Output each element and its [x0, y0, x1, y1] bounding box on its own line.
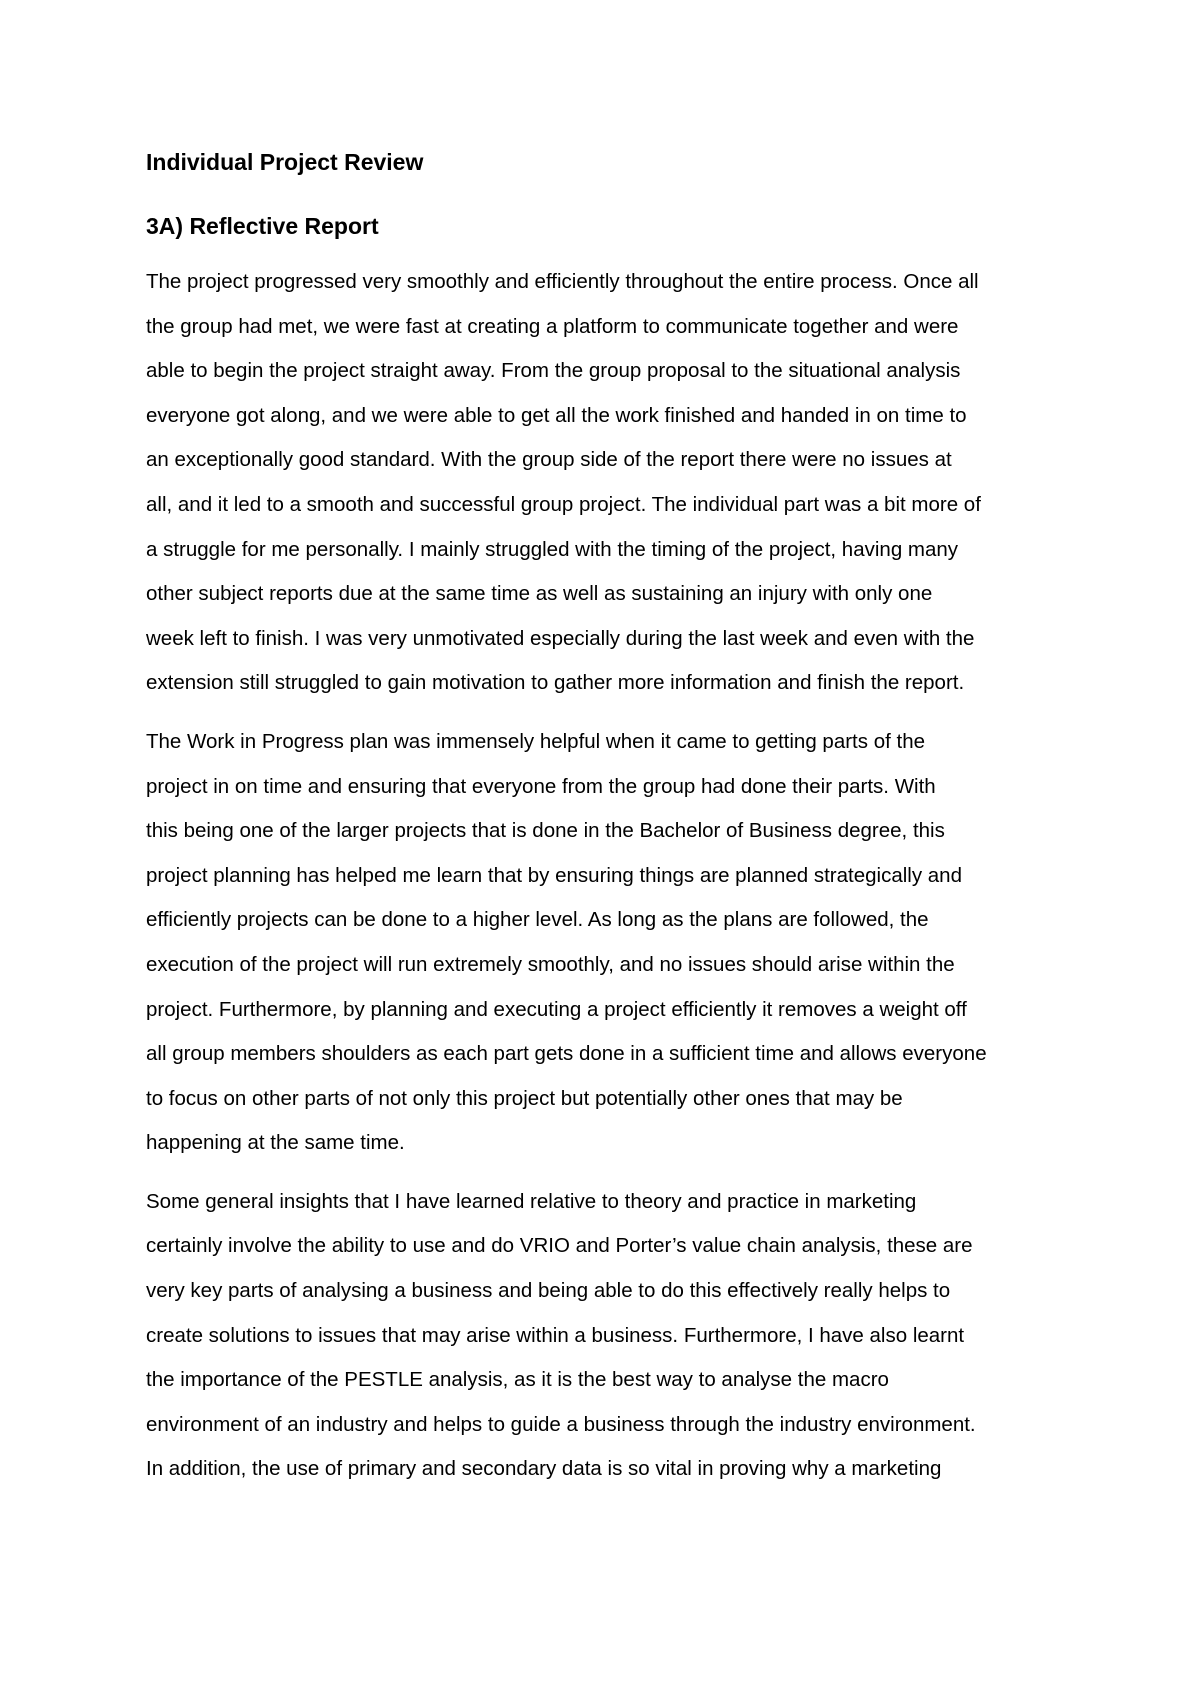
paragraph-line: happening at the same time. [146, 1131, 405, 1155]
document-content [146, 148, 1066, 1492]
paragraph-3 [146, 1180, 1066, 1492]
paragraph-line: other subject reports due at the same time as well as sustaining an injury with only one [146, 582, 933, 606]
paragraph-line: week left to finish. I was very unmotivated especially during the last week and even with the [146, 626, 975, 650]
paragraph-line: to focus on other parts of not only this project but potentially other ones that may be [146, 1086, 903, 1110]
paragraph-line: The Work in Progress plan was immensely helpful when it came to getting parts of the [146, 729, 925, 753]
paragraph-line: project in on time and ensuring that everyone from the group had done their parts. With [146, 774, 936, 798]
paragraph-line: efficiently projects can be done to a higher level. As long as the plans are followed, the [146, 908, 929, 932]
paragraph-line: project planning has helped me learn that by ensuring things are planned strategically and [146, 863, 962, 887]
paragraph-line: the importance of the PESTLE analysis, as it is the best way to analyse the macro [146, 1368, 889, 1392]
paragraph-line: this being one of the larger projects that is done in the Bachelor of Business degree, this [146, 819, 945, 843]
section-heading: 3A) Reflective Report [146, 213, 379, 239]
paragraph-line: everyone got along, and we were able to get all the work finished and handed in on time to [146, 403, 967, 427]
paragraph-line: certainly involve the ability to use and do VRIO and Porter’s value chain analysis, these are [146, 1234, 973, 1258]
paragraph-1 [146, 260, 1066, 706]
paragraph-line: environment of an industry and helps to guide a business through the industry environment. [146, 1412, 976, 1436]
document-title: Individual Project Review [146, 149, 424, 175]
paragraph-line: project. Furthermore, by planning and executing a project efficiently it removes a weight off [146, 997, 967, 1021]
paragraph-2 [146, 720, 1066, 1166]
paragraph-line: Some general insights that I have learned relative to theory and practice in marketing [146, 1189, 917, 1213]
paragraph-line: the group had met, we were fast at creating a platform to communicate together and were [146, 314, 959, 338]
paragraph-line: all group members shoulders as each part gets done in a sufficient time and allows everyone [146, 1042, 987, 1066]
paragraph-line: create solutions to issues that may arise within a business. Furthermore, I have also learnt [146, 1323, 965, 1347]
paragraph-line: all, and it led to a smooth and successful group project. The individual part was a bit more of [146, 492, 981, 516]
paragraph-line: extension still struggled to gain motivation to gather more information and finish the report. [146, 671, 965, 695]
paragraph-line: execution of the project will run extremely smoothly, and no issues should arise within the [146, 952, 955, 976]
paragraph-line: very key parts of analysing a business and being able to do this effectively really helps to [146, 1279, 951, 1303]
paragraph-line: a struggle for me personally. I mainly struggled with the timing of the project, having many [146, 537, 959, 561]
paragraph-line: an exceptionally good standard. With the group side of the report there were no issues at [146, 448, 952, 472]
body-text [146, 260, 1066, 1492]
paragraph-line: The project progressed very smoothly and efficiently throughout the entire process. Once all [146, 270, 979, 293]
paragraph-line: able to begin the project straight away. From the group proposal to the situational analysis [146, 359, 961, 383]
paragraph-line: In addition, the use of primary and secondary data is so vital in proving why a marketing [146, 1457, 942, 1481]
